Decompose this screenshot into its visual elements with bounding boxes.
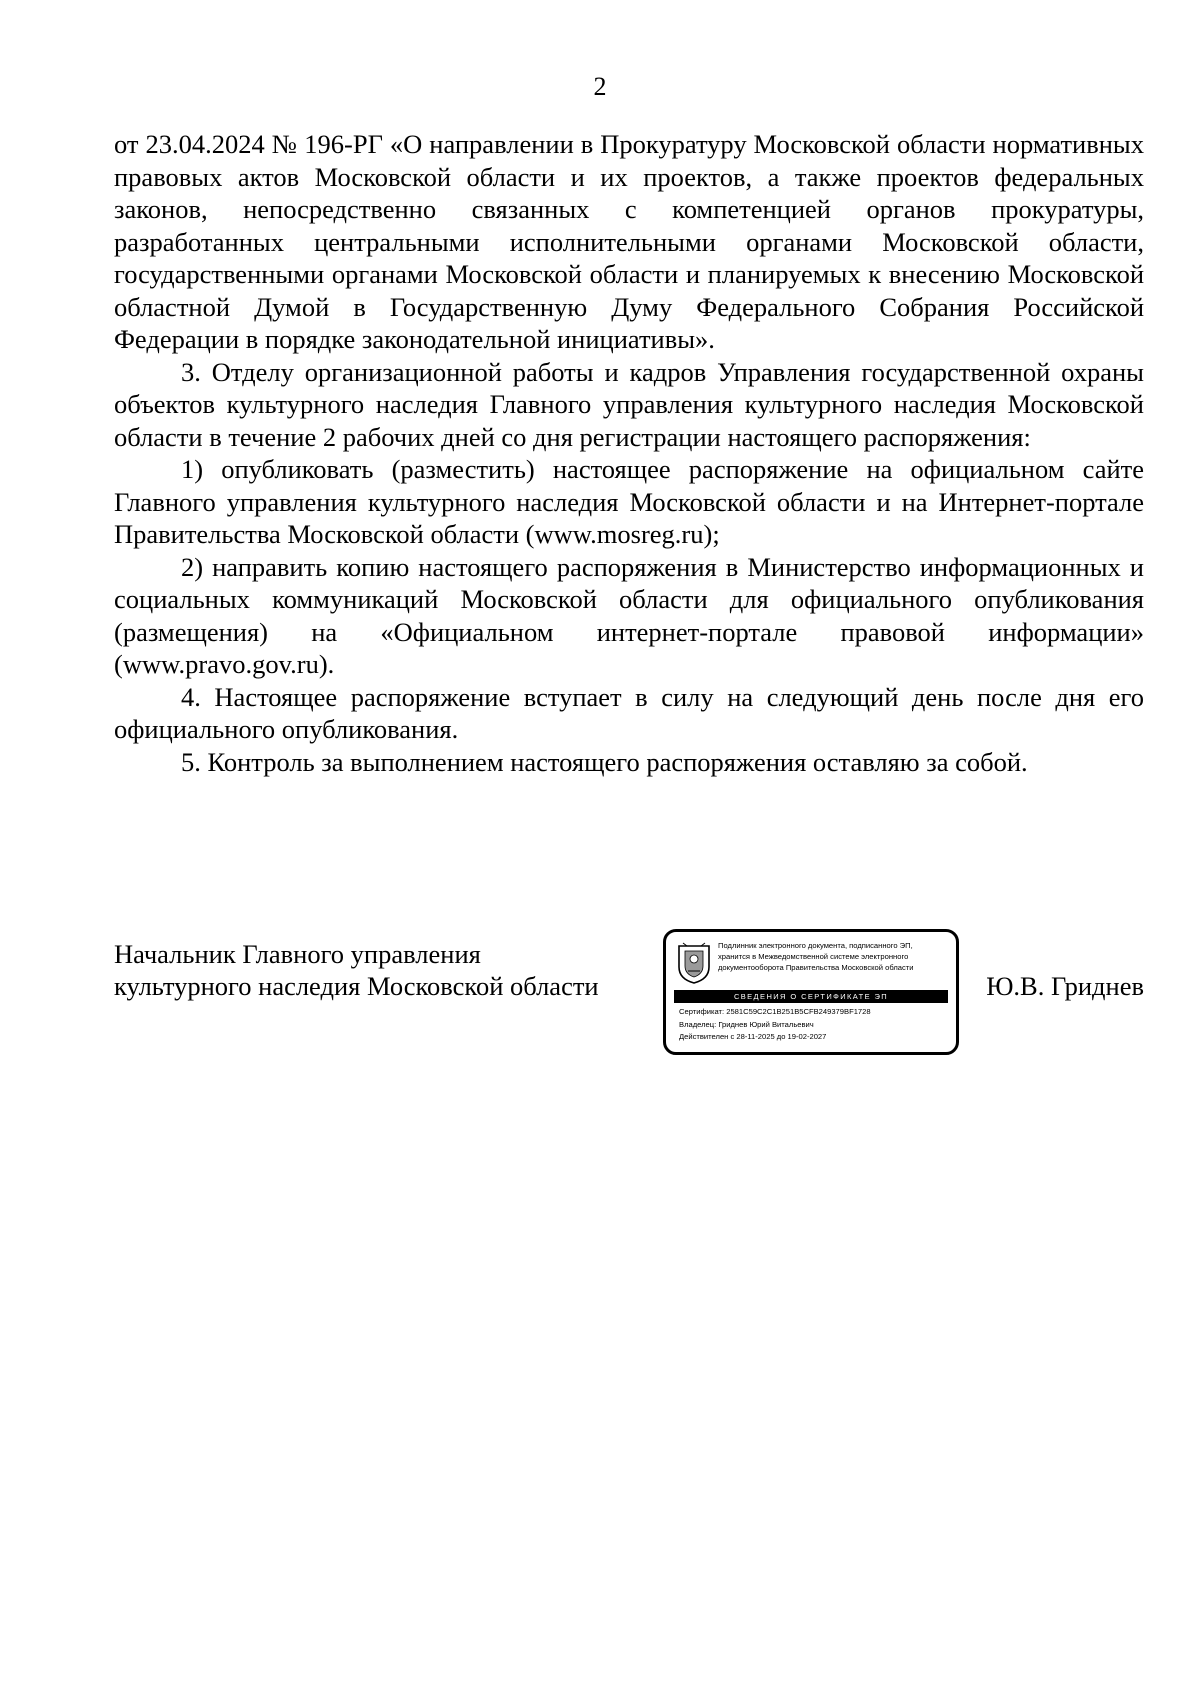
stamp-note-line-3: документооборота Правительства Московской области: [718, 963, 914, 972]
stamp-note-line-1: Подлинник электронного документа, подписанного ЭП,: [718, 941, 913, 950]
paragraph-item-3: 3. Отделу организационной работы и кадров Управления государственной охраны объектов культурного наследия Главного управления культурного наследия Московской области в течение 2 рабочих дней со дня регистрации настоящего распоряжения:: [114, 356, 1144, 452]
page-number: 2: [593, 72, 607, 101]
certificate-info: [679, 1006, 949, 1044]
certificate-validity: Действителен с 28-11-2025 до 19-02-2027: [679, 1032, 827, 1041]
stamp-header: СВЕДЕНИЯ О СЕРТИФИКАТЕ ЭП: [674, 990, 948, 1003]
signatory-title-line-1: Начальник Главного управления: [114, 939, 481, 969]
certificate-number: Сертификат: 2581C59C2C1B251B5CFB249379BF1728: [679, 1007, 871, 1016]
certificate-owner: Владелец: Гриднев Юрий Витальевич: [679, 1019, 814, 1029]
stamp-note: [718, 940, 956, 973]
signatory-title: [114, 938, 599, 1002]
paragraph-item-4: 4. Настоящее распоряжение вступает в силу на следующий день после дня его официального опубликования.: [114, 681, 1144, 744]
electronic-signature-stamp: [663, 929, 959, 1055]
signatory-name: Ю.В. Гриднев: [986, 971, 1144, 1001]
paragraph-item-5: 5. Контроль за выполнением настоящего распоряжения оставляю за собой.: [181, 746, 1028, 777]
paragraph-continuation: от 23.04.2024 № 196-РГ «О направлении в Прокуратуру Московской области нормативных правовых актов Московской области и их проектов, а также проектов федеральных законов, непосредственно связанных с компетенцией органов прокуратуры, разработанных центральными исполнительными органами Московской области, государственными органами Московской области и планируемых к внесению Московской областной Думой в Государственную Думу Федерального Собрания Российской Федерации в порядке законодательной инициативы».: [114, 129, 1144, 354]
document-body: [114, 128, 1144, 778]
signatory-title-line-2: культурного наследия Московской области: [114, 971, 599, 1001]
stamp-note-line-2: хранится в Межведомственной системе электронного: [718, 952, 909, 961]
coat-of-arms-icon: [676, 941, 712, 985]
paragraph-subitem-2: 2) направить копию настоящего распоряжения в Министерство информационных и социальных коммуникаций Московской области для официального опубликования (размещения) на «Официальном интернет-портале правовой информации» (www.pravo.gov.ru).: [114, 551, 1144, 679]
paragraph-subitem-1: 1) опубликовать (разместить) настоящее распоряжение на официальном сайте Главного управления культурного наследия Московской области и на Интернет-портале Правительства Московской области (www.mosreg.ru);: [114, 454, 1144, 549]
